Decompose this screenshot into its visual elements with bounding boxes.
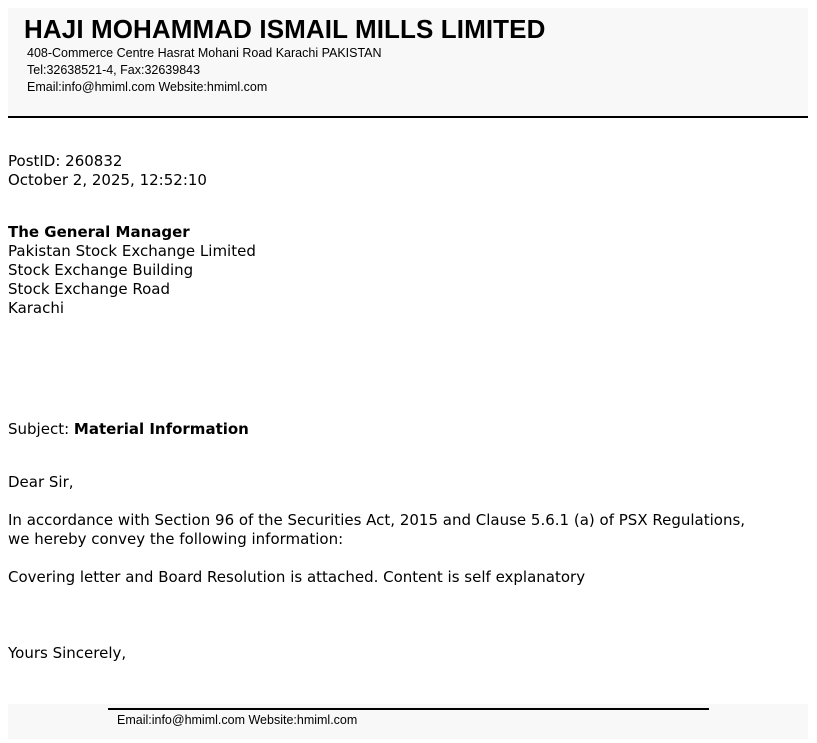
recipient-line: Karachi: [8, 299, 65, 317]
company-phone-fax: Tel:32638521-4, Fax:32639843: [27, 63, 201, 77]
subject-line: [8, 420, 249, 439]
subject-value: Material Information: [73, 420, 249, 438]
company-address: 408-Commerce Centre Hasrat Mohani Road Karachi PAKISTAN: [27, 46, 382, 60]
company-name: HAJI MOHAMMAD ISMAIL MILLS LIMITED: [24, 14, 546, 44]
company-email-website: Email:info@hmiml.com Website:hmiml.com: [27, 80, 268, 94]
recipient-line: Stock Exchange Road: [8, 280, 170, 298]
body-paragraph-line: we hereby convey the following information:: [8, 530, 344, 548]
closing: Yours Sincerely,: [8, 644, 127, 662]
body-paragraph-line: In accordance with Section 96 of the Securities Act, 2015 and Clause 5.6.1 (a) of PSX Regulations,: [8, 511, 746, 529]
subject-label: Subject:: [8, 420, 74, 438]
post-datetime: October 2, 2025, 12:52:10: [8, 171, 207, 189]
recipient-line: Stock Exchange Building: [8, 261, 194, 279]
letterhead: [8, 8, 808, 116]
recipient-line: Pakistan Stock Exchange Limited: [8, 242, 256, 260]
recipient-title: The General Manager: [8, 223, 190, 241]
salutation: Dear Sir,: [8, 473, 74, 491]
letterhead-divider: [8, 116, 808, 118]
footer-divider: [108, 708, 709, 710]
footer-email-website: Email:info@hmiml.com Website:hmiml.com: [117, 713, 358, 727]
information-content: Covering letter and Board Resolution is attached. Content is self explanatory: [8, 568, 586, 586]
post-id: PostID: 260832: [8, 152, 123, 170]
